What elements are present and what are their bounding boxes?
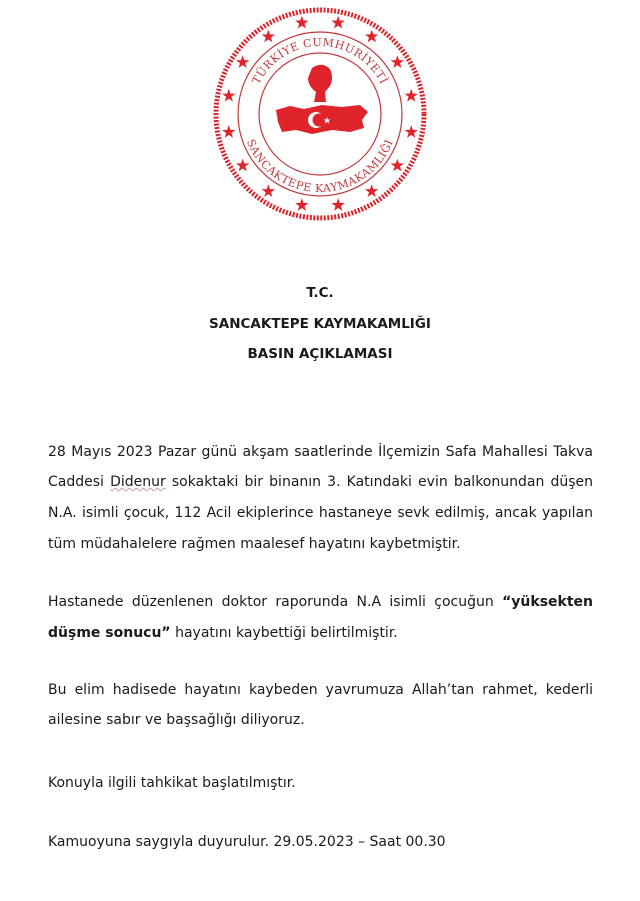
seal-star-icon bbox=[295, 198, 308, 211]
text-line: N.A. isimli çocuk, 112 Acil ekiplerince hastaneye sevk edilmiş, ancak yapılan bbox=[48, 505, 593, 521]
seal-star-icon bbox=[365, 184, 378, 197]
text-span: Hastanede düzenlenen doktor raporunda N.A isimli çocuğun bbox=[48, 594, 503, 610]
seal-star-icon bbox=[222, 89, 235, 102]
header-tc: T.C. bbox=[306, 285, 334, 301]
bold-text: düşme sonucu” bbox=[48, 625, 171, 641]
text-line bbox=[48, 594, 593, 610]
seal-star-icon bbox=[405, 125, 418, 138]
kaymakamlik-seal-logo bbox=[212, 6, 428, 222]
seal-star-icon bbox=[262, 184, 275, 197]
text-span: hayatını kaybettiği belirtilmiştir. bbox=[170, 625, 398, 641]
seal-star-icon bbox=[236, 55, 249, 68]
seal-star-icon bbox=[391, 159, 404, 172]
seal-star-icon bbox=[295, 16, 308, 29]
seal-star-icon bbox=[332, 16, 345, 29]
bold-text: “yüksekten bbox=[502, 594, 593, 610]
seal-star-icon bbox=[222, 125, 235, 138]
seal-star-icon bbox=[236, 159, 249, 172]
header-document-type: BASIN AÇIKLAMASI bbox=[247, 346, 393, 362]
text-line: 28 Mayıs 2023 Pazar günü akşam saatlerinde İlçemizin Safa Mahallesi Takva bbox=[48, 444, 593, 460]
paragraph-closing-date: Kamuoyuna saygıyla duyurulur. 29.05.2023 – Saat 00.30 bbox=[48, 834, 446, 850]
spellcheck-word: Didenur bbox=[110, 474, 166, 490]
text-line: Bu elim hadisede hayatını kaybeden yavrumuza Allah’tan rahmet, kederli bbox=[48, 682, 593, 698]
seal-star-icon bbox=[332, 198, 345, 211]
svg-text:TÜRKİYE CUMHURİYETİ: TÜRKİYE CUMHURİYETİ bbox=[249, 35, 391, 87]
seal-star-icon bbox=[391, 55, 404, 68]
text-line bbox=[48, 625, 593, 641]
header-institution: SANCAKTEPE KAYMAKAMLIĞI bbox=[209, 316, 431, 332]
svg-text:SANCAKTEPE KAYMAKAMLIĞI: SANCAKTEPE KAYMAKAMLIĞI bbox=[244, 137, 396, 196]
text-line: ailesine sabır ve başsağlığı diliyoruz. bbox=[48, 712, 305, 728]
text-span: Caddesi bbox=[48, 474, 111, 490]
seal-star-icon bbox=[262, 30, 275, 43]
text-span: sokaktaki bir binanın 3. Katındaki evin balkonundan düşen bbox=[165, 474, 594, 490]
text-line: tüm müdahalelere rağmen maalesef hayatını kaybetmiştir. bbox=[48, 536, 461, 552]
seal-star-icon bbox=[405, 89, 418, 102]
paragraph-investigation: Konuyla ilgili tahkikat başlatılmıştır. bbox=[48, 775, 296, 791]
seal-star-icon bbox=[365, 30, 378, 43]
text-line bbox=[48, 474, 593, 490]
